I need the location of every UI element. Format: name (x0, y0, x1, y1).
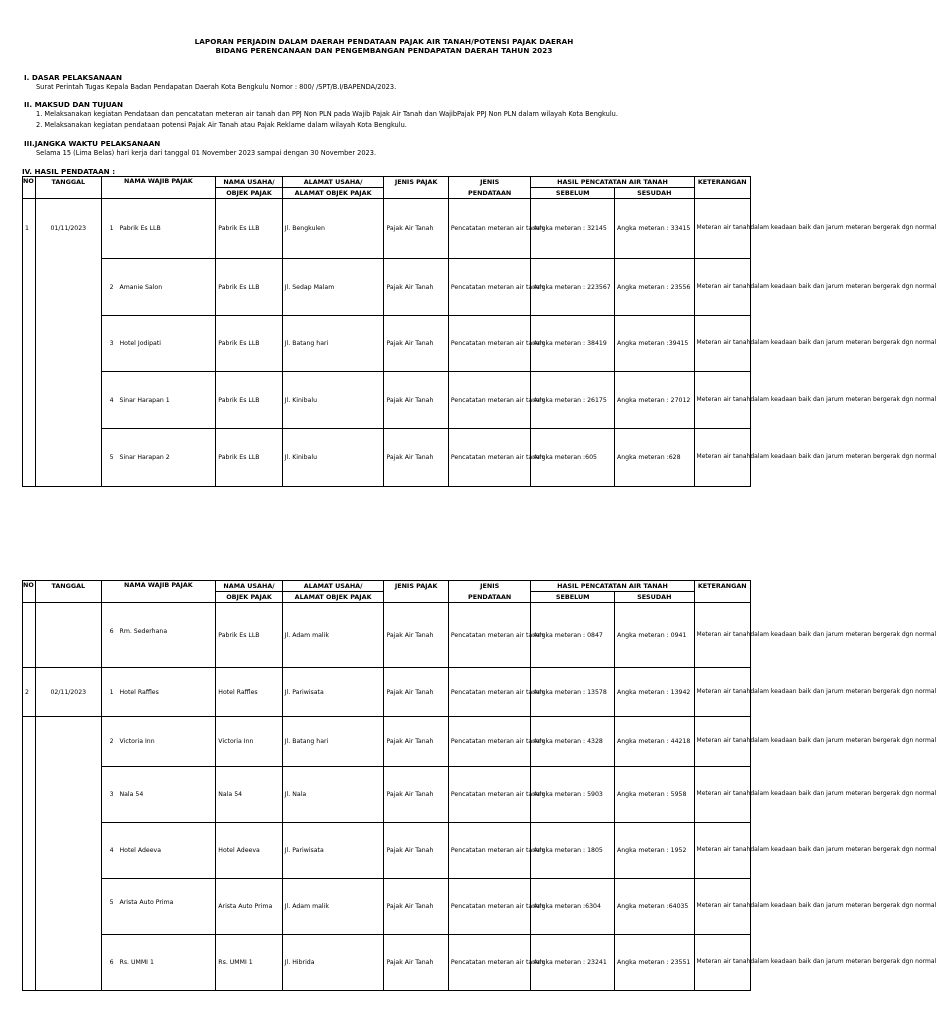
cell-tanggal: 01/11/2023 (36, 199, 101, 259)
section-1-heading: I. DASAR PELAKSANAAN (24, 73, 122, 82)
cell-jenis-pajak: Pajak Air Tanah (384, 316, 448, 372)
table-header-row-1 (23, 581, 751, 592)
header-jenis-pendataan-2: PENDATAAN (448, 592, 531, 603)
cell-nama-index: 4 (109, 847, 114, 854)
header-alamat-1: ALAMAT USAHA/ (282, 581, 384, 592)
cell-jenis-pajak: Pajak Air Tanah (384, 823, 448, 879)
table-row (23, 316, 751, 372)
cell-sesudah: Angka meteran :628 (615, 429, 695, 487)
header-jenis-pajak: JENIS PAJAK (384, 581, 448, 592)
cell-nama-index: 2 (109, 283, 114, 291)
cell-keterangan: Meteran air tanahdalam keadaan baik dan jarum meteran bergerak dgn normal (694, 823, 750, 879)
cell-usaha: Nala 54 (216, 767, 282, 823)
cell-keterangan: Meteran air tanahdalam keadaan baik dan jarum meteran bergerak dgn normal (694, 316, 750, 372)
cell-keterangan: Meteran air tanahdalam keadaan baik dan jarum meteran bergerak dgn normal (694, 603, 750, 668)
cell-keterangan: Meteran air tanahdalam keadaan baik dan jarum meteran bergerak dgn normal (694, 717, 750, 767)
cell-nama-value: Sinar Harapan 2 (119, 454, 170, 461)
cell-nama (101, 879, 216, 935)
header-hasil: HASIL PENCATATAN AIR TANAH (531, 177, 694, 188)
cell-jenis-pendataan: Pencatatan meteran air tanah (448, 372, 531, 429)
cell-nama-value: Sinar Harapan 1 (119, 396, 170, 404)
section-2-item-1: 1. Melaksanakan kegiatan Pendataan dan pencatatan meteran air tanah dan PPJ Non PLN pada Wajib Pajak Air Tanah dan WajibPajak PPJ Non PLN dalam wilayah Kota Bengkulu. (36, 110, 618, 118)
cell-jenis-pajak: Pajak Air Tanah (384, 259, 448, 316)
table-row (23, 429, 751, 487)
cell-alamat: Jl. Kinibalu (282, 372, 384, 429)
cell-sebelum: Angka meteran : 32145 (531, 199, 615, 259)
cell-jenis-pendataan: Pencatatan meteran air tanah (448, 879, 531, 935)
cell-nama (101, 259, 216, 316)
cell-sesudah: Angka meteran : 44218 (615, 717, 695, 767)
cell-sesudah: Angka meteran : 23556 (615, 259, 695, 316)
cell-tanggal (36, 259, 101, 316)
header-hasil: HASIL PENCATATAN AIR TANAH (531, 581, 694, 592)
cell-nama (101, 199, 216, 259)
cell-jenis-pendataan: Pencatatan meteran air tanah (448, 316, 531, 372)
cell-nama-index: 4 (109, 396, 114, 404)
table-row (23, 199, 751, 259)
cell-jenis-pendataan: Pencatatan meteran air tanah (448, 603, 531, 668)
cell-sebelum: Angka meteran : 0847 (531, 603, 615, 668)
table-row (23, 668, 751, 717)
cell-jenis-pajak: Pajak Air Tanah (384, 429, 448, 487)
cell-tanggal (36, 372, 101, 429)
cell-nama-value: Rs. UMMI 1 (119, 959, 154, 966)
cell-nama-index: 3 (109, 791, 114, 798)
table-row (23, 879, 751, 935)
cell-jenis-pajak: Pajak Air Tanah (384, 668, 448, 717)
header-keterangan: KETERANGAN (694, 581, 750, 592)
cell-nama (101, 717, 216, 767)
cell-alamat: Jl. Kinibalu (282, 429, 384, 487)
header-alamat-2: ALAMAT OBJEK PAJAK (282, 188, 384, 199)
cell-nama-index: 2 (109, 738, 114, 745)
cell-no (23, 259, 36, 316)
cell-no: 2 (23, 668, 36, 717)
cell-no (23, 429, 36, 487)
cell-jenis-pendataan: Pencatatan meteran air tanah (448, 935, 531, 991)
cell-no (23, 316, 36, 372)
cell-jenis-pendataan: Pencatatan meteran air tanah (448, 823, 531, 879)
cell-sebelum: Angka meteran : 5903 (531, 767, 615, 823)
cell-nama-index: 5 (109, 454, 114, 461)
header-usaha-1: NAMA USAHA/ (216, 177, 282, 188)
cell-sesudah: Angka meteran : 0941 (615, 603, 695, 668)
cell-alamat: Jl. Pariwisata (282, 823, 384, 879)
cell-usaha: Pabrik Es LLB (216, 199, 282, 259)
cell-alamat: Jl. Batang hari (282, 316, 384, 372)
table-row (23, 372, 751, 429)
cell-nama-value: Nala 54 (119, 791, 144, 798)
cell-sesudah: Angka meteran : 13942 (615, 668, 695, 717)
cell-sebelum: Angka meteran : 1805 (531, 823, 615, 879)
cell-sebelum: Angka meteran :6304 (531, 879, 615, 935)
cell-no (23, 823, 36, 879)
cell-nama-index: 5 (109, 899, 114, 906)
cell-keterangan: Meteran air tanahdalam keadaan baik dan jarum meteran bergerak dgn normal (694, 429, 750, 487)
header-jenis-pajak: JENIS PAJAK (384, 177, 448, 188)
report-title: LAPORAN PERJADIN DALAM DAERAH PENDATAAN PAJAK AIR TANAH/POTENSI PAJAK DAERAH (194, 37, 574, 46)
table-row (23, 935, 751, 991)
cell-usaha: Victoria Inn (216, 717, 282, 767)
cell-keterangan: Meteran air tanahdalam keadaan baik dan jarum meteran bergerak dgn normal (694, 879, 750, 935)
table-row (23, 603, 751, 668)
cell-tanggal (36, 879, 101, 935)
cell-nama-value: Victoria Inn (119, 738, 155, 745)
header-usaha-1: NAMA USAHA/ (216, 581, 282, 592)
cell-tanggal: 02/11/2023 (36, 668, 101, 717)
header-jenis-pendataan-1: JENIS (448, 177, 531, 188)
cell-nama-value: Rm. Sederhana (119, 627, 168, 635)
header-sesudah: SESUDAH (615, 188, 695, 199)
cell-nama-index: 1 (109, 688, 114, 696)
cell-no (23, 603, 36, 668)
header-alamat-2: ALAMAT OBJEK PAJAK (282, 592, 384, 603)
cell-sebelum: Angka meteran : 38419 (531, 316, 615, 372)
cell-usaha: Arista Auto Prima (216, 879, 282, 935)
header-usaha-2: OBJEK PAJAK (216, 592, 282, 603)
cell-jenis-pendataan: Pencatatan meteran air tanah (448, 259, 531, 316)
cell-nama (101, 316, 216, 372)
cell-sebelum: Angka meteran :605 (531, 429, 615, 487)
cell-alamat: Jl. Nala (282, 767, 384, 823)
cell-sebelum: Angka meteran : 23241 (531, 935, 615, 991)
cell-alamat: Jl. Bengkulen (282, 199, 384, 259)
cell-sesudah: Angka meteran : 5958 (615, 767, 695, 823)
cell-keterangan: Meteran air tanahdalam keadaan baik dan jarum meteran bergerak dgn normal (694, 259, 750, 316)
table-header-row-2 (23, 592, 751, 603)
cell-sesudah: Angka meteran : 23551 (615, 935, 695, 991)
cell-usaha: Hotel Adeeva (216, 823, 282, 879)
cell-nama (101, 372, 216, 429)
cell-nama (101, 429, 216, 487)
cell-tanggal (36, 935, 101, 991)
section-2-item-2: 2. Melaksanakan kegiatan pendataan potensi Pajak Air Tanah atau Pajak Reklame dalam wilayah Kota Bengkulu. (36, 121, 407, 129)
cell-sebelum: Angka meteran : 223567 (531, 259, 615, 316)
header-alamat-1: ALAMAT USAHA/ (282, 177, 384, 188)
cell-jenis-pendataan: Pencatatan meteran air tanah (448, 199, 531, 259)
cell-no (23, 935, 36, 991)
cell-jenis-pajak: Pajak Air Tanah (384, 603, 448, 668)
cell-sebelum: Angka meteran : 13578 (531, 668, 615, 717)
header-jenis-pendataan-1: JENIS (448, 581, 531, 592)
cell-tanggal (36, 429, 101, 487)
cell-sesudah: Angka meteran :64035 (615, 879, 695, 935)
header-sebelum: SEBELUM (531, 188, 615, 199)
cell-alamat: Jl. Pariwisata (282, 668, 384, 717)
cell-nama-value: Hotel Raffles (119, 688, 159, 696)
cell-tanggal (36, 316, 101, 372)
cell-usaha: Pabrik Es LLB (216, 259, 282, 316)
cell-tanggal (36, 767, 101, 823)
cell-nama (101, 603, 216, 668)
cell-no (23, 767, 36, 823)
header-nama: NAMA WAJIB PAJAK (101, 177, 216, 188)
cell-sesudah: Angka meteran :39415 (615, 316, 695, 372)
cell-keterangan: Meteran air tanahdalam keadaan baik dan jarum meteran bergerak dgn normal (694, 372, 750, 429)
cell-usaha: Hotel Raffles (216, 668, 282, 717)
cell-alamat: Jl. Batang hari (282, 717, 384, 767)
cell-alamat: Jl. Adam malik (282, 603, 384, 668)
cell-nama (101, 767, 216, 823)
header-tanggal: TANGGAL (36, 177, 101, 188)
section-2-heading: II. MAKSUD DAN TUJUAN (24, 100, 123, 109)
cell-sesudah: Angka meteran : 1952 (615, 823, 695, 879)
header-keterangan: KETERANGAN (694, 177, 750, 188)
cell-no (23, 717, 36, 767)
cell-no (23, 879, 36, 935)
section-1-text: Surat Perintah Tugas Kepala Badan Pendapatan Daerah Kota Bengkulu Nomor : 800/ /SPT/B.I/BAPENDA/2023. (36, 83, 397, 91)
header-nama: NAMA WAJIB PAJAK (101, 581, 216, 592)
cell-jenis-pajak: Pajak Air Tanah (384, 767, 448, 823)
cell-nama (101, 668, 216, 717)
section-3-text: Selama 15 (Lima Belas) hari kerja dari tanggal 01 November 2023 sampai dengan 30 November 2023. (36, 149, 377, 157)
section-4-heading: IV. HASIL PENDATAAN : (22, 167, 116, 176)
cell-jenis-pendataan: Pencatatan meteran air tanah (448, 717, 531, 767)
cell-nama (101, 935, 216, 991)
cell-nama-index: 3 (109, 340, 114, 347)
cell-usaha: Pabrik Es LLB (216, 429, 282, 487)
cell-nama-value: Pabrik Es LLB (119, 225, 161, 232)
header-tanggal: TANGGAL (36, 581, 101, 592)
cell-keterangan: Meteran air tanahdalam keadaan baik dan jarum meteran bergerak dgn normal (694, 767, 750, 823)
cell-keterangan: Meteran air tanahdalam keadaan baik dan jarum meteran bergerak dgn normal (694, 935, 750, 991)
table-row (23, 823, 751, 879)
cell-alamat: Jl. Hibrida (282, 935, 384, 991)
section-3-heading: III.JANGKA WAKTU PELAKSANAAN (24, 139, 161, 148)
header-no: NO (23, 177, 36, 199)
cell-nama-value: Arista Auto Prima (119, 899, 174, 906)
cell-sebelum: Angka meteran : 4328 (531, 717, 615, 767)
header-sesudah: SESUDAH (615, 592, 695, 603)
cell-usaha: Pabrik Es LLB (216, 372, 282, 429)
table-header-row-1 (23, 177, 751, 188)
results-table-1 (22, 176, 936, 487)
cell-usaha: Pabrik Es LLB (216, 603, 282, 668)
results-table-2 (22, 580, 936, 991)
header-no: NO (23, 581, 36, 603)
cell-nama (101, 823, 216, 879)
cell-jenis-pajak: Pajak Air Tanah (384, 879, 448, 935)
cell-no (23, 372, 36, 429)
cell-sesudah: Angka meteran : 27012 (615, 372, 695, 429)
cell-tanggal (36, 717, 101, 767)
cell-alamat: Jl. Sedap Malam (282, 259, 384, 316)
table-row (23, 717, 751, 767)
cell-nama-value: Hotel Adeeva (119, 847, 161, 854)
cell-alamat: Jl. Adam malik (282, 879, 384, 935)
cell-jenis-pendataan: Pencatatan meteran air tanah (448, 429, 531, 487)
report-subtitle: BIDANG PERENCANAAN DAN PENGEMBANGAN PENDAPATAN DAERAH TAHUN 2023 (215, 46, 553, 55)
cell-jenis-pajak: Pajak Air Tanah (384, 935, 448, 991)
cell-nama-index: 1 (109, 225, 114, 232)
cell-tanggal (36, 603, 101, 668)
cell-no: 1 (23, 199, 36, 259)
table-header-row-2 (23, 188, 751, 199)
cell-nama-value: Amanie Salon (119, 283, 163, 291)
header-sebelum: SEBELUM (531, 592, 615, 603)
cell-sesudah: Angka meteran : 33415 (615, 199, 695, 259)
cell-tanggal (36, 823, 101, 879)
cell-sebelum: Angka meteran : 26175 (531, 372, 615, 429)
cell-jenis-pendataan: Pencatatan meteran air tanah (448, 668, 531, 717)
cell-keterangan: Meteran air tanahdalam keadaan baik dan jarum meteran bergerak dgn normal (694, 199, 750, 259)
cell-usaha: Rs. UMMI 1 (216, 935, 282, 991)
header-usaha-2: OBJEK PAJAK (216, 188, 282, 199)
header-jenis-pendataan-2: PENDATAAN (448, 188, 531, 199)
table-row (23, 259, 751, 316)
cell-jenis-pajak: Pajak Air Tanah (384, 717, 448, 767)
cell-keterangan: Meteran air tanahdalam keadaan baik dan jarum meteran bergerak dgn normal (694, 668, 750, 717)
cell-nama-index: 6 (109, 959, 114, 966)
cell-jenis-pajak: Pajak Air Tanah (384, 199, 448, 259)
cell-jenis-pajak: Pajak Air Tanah (384, 372, 448, 429)
cell-nama-index: 6 (109, 627, 114, 635)
cell-usaha: Pabrik Es LLB (216, 316, 282, 372)
table-row (23, 767, 751, 823)
cell-jenis-pendataan: Pencatatan meteran air tanah (448, 767, 531, 823)
cell-nama-value: Hotel Jodipati (119, 340, 161, 347)
